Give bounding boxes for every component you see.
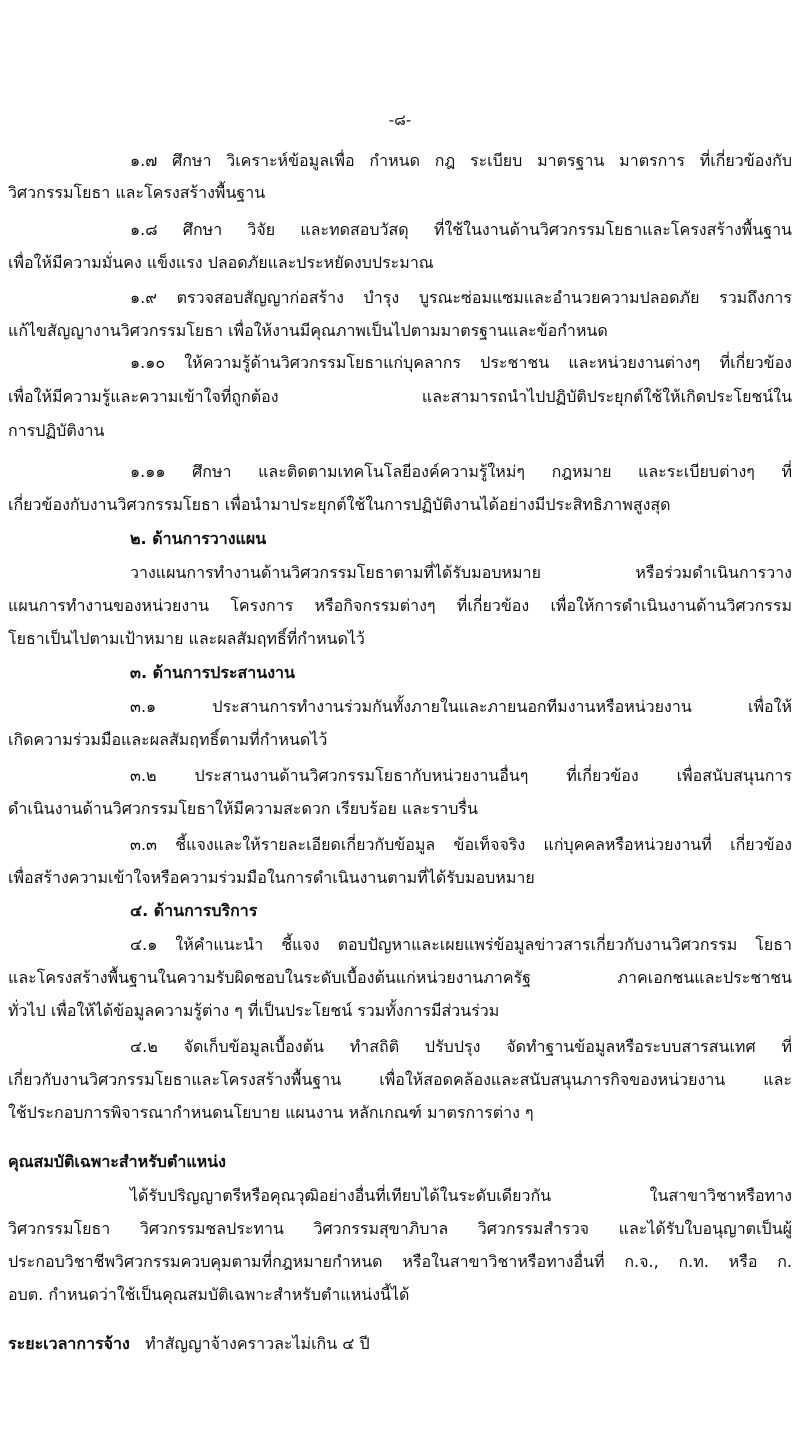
qualifications-heading: คุณสมบัติเฉพาะสำหรับตำแหน่ง: [8, 1152, 226, 1171]
item-1-10-line-3: การปฏิบัติงาน: [8, 421, 105, 440]
item-1-9-line-1: ๑.๙ ตรวจสอบสัญญาก่อสร้าง บำรุง บูรณะซ่อมแซมและอำนวยความปลอดภัย รวมถึงการ: [130, 288, 792, 307]
item-1-11-line-2: เกี่ยวข้องกับงานวิศวกรรมโยธา เพื่อนำมาประยุกต์ใช้ในการปฏิบัติงานได้อย่างมีประสิทธิภาพสูงสุด: [8, 495, 671, 514]
item-3-1-line-2: เกิดความร่วมมือและผลสัมฤทธิ์ตามที่กำหนดไว้: [8, 730, 328, 749]
section-2-heading: ๒. ด้านการวางแผน: [130, 529, 267, 548]
item-4-1-line-2: และโครงสร้างพื้นฐานในความรับผิดชอบในระดับเบื้องต้นแก่หน่วยงานภาครัฐ ภาคเอกชนและประชาชน: [8, 968, 792, 987]
section-3-heading: ๓. ด้านการประสานงาน: [130, 663, 295, 682]
qualifications-line-4: อบต. กำหนดว่าใช้เป็นคุณสมบัติเฉพาะสำหรับตำแหน่งนี้ได้: [8, 1285, 410, 1304]
section-4-heading: ๔. ด้านการบริการ: [130, 901, 258, 920]
qualifications-line-1: ได้รับปริญญาตรีหรือคุณวุฒิอย่างอื่นที่เทียบได้ในระดับเดียวกัน ในสาขาวิชาหรือทาง: [130, 1186, 792, 1205]
qualifications-line-2: วิศวกรรมโยธา วิศวกรรมชลประทาน วิศวกรรมสุขาภิบาล วิศวกรรมสำรวจ และได้รับใบอนุญาตเป็นผู้: [8, 1219, 792, 1238]
employment-term-text: ทำสัญญาจ้างคราวละไม่เกิน ๔ ปี: [145, 1334, 370, 1353]
item-4-2-line-2: เกี่ยวกับงานวิศวกรรมโยธาและโครงสร้างพื้นฐาน เพื่อให้สอดคล้องและสนับสนุนภารกิจของหน่วยงาน และ: [8, 1070, 792, 1089]
item-1-8-line-2: เพื่อให้มีความมั่นคง แข็งแรง ปลอดภัยและประหยัดงบประมาณ: [8, 253, 434, 272]
section-2-line-3: โยธาเป็นไปตามเป้าหมาย และผลสัมฤทธิ์ที่กำหนดไว้: [8, 629, 365, 648]
item-4-2-line-1: ๔.๒ จัดเก็บข้อมูลเบื้องต้น ทำสถิติ ปรับปรุง จัดทำฐานข้อมูลหรือระบบสารสนเทศ ที่: [130, 1037, 792, 1056]
item-1-10-line-2: เพื่อให้มีความรู้และความเข้าใจที่ถูกต้อง และสามารถนำไปปฏิบัติประยุกต์ใช้ให้เกิดประโยชน์ใน: [8, 387, 792, 406]
employment-term-label: ระยะเวลาการจ้าง: [8, 1334, 130, 1353]
item-1-7-line-1: ๑.๗ ศึกษา วิเคราะห์ข้อมูลเพื่อ กำหนด กฎ ระเบียบ มาตรฐาน มาตรการ ที่เกี่ยวข้องกับ: [130, 151, 792, 170]
item-4-2-line-3: ใช้ประกอบการพิจารณากำหนดนโยบาย แผนงาน หลักเกณฑ์ มาตรการต่าง ๆ: [8, 1103, 534, 1122]
item-1-10-line-1: ๑.๑๐ ให้ความรู้ด้านวิศวกรรมโยธาแก่บุคลากร ประชาชน และหน่วยงานต่างๆ ที่เกี่ยวข้อง: [130, 353, 792, 372]
item-3-1-line-1: ๓.๑ ประสานการทำงานร่วมกันทั้งภายในและภายนอกทีมงานหรือหน่วยงาน เพื่อให้: [130, 697, 792, 716]
qualifications-line-3: ประกอบวิชาชีพวิศวกรรมควบคุมตามที่กฎหมายกำหนด หรือในสาขาวิชาหรือทางอื่นที่ ก.จ., ก.ท. หรือ ก.: [8, 1252, 793, 1271]
section-2-line-1: วางแผนการทำงานด้านวิศวกรรมโยธาตามที่ได้รับมอบหมาย หรือร่วมดำเนินการวาง: [130, 563, 792, 582]
item-3-2-line-1: ๓.๒ ประสานงานด้านวิศวกรรมโยธากับหน่วยงานอื่นๆ ที่เกี่ยวข้อง เพื่อสนับสนุนการ: [130, 766, 792, 785]
item-4-1-line-3: ทั่วไป เพื่อให้ได้ข้อมูลความรู้ต่าง ๆ ที่เป็นประโยชน์ รวมทั้งการมีส่วนร่วม: [8, 1001, 500, 1020]
item-3-2-line-2: ดำเนินงานด้านวิศวกรรมโยธาให้มีความสะดวก เรียบร้อย และราบรื่น: [8, 799, 478, 818]
item-1-11-line-1: ๑.๑๑ ศึกษา และติดตามเทคโนโลยีองค์ความรู้ใหม่ๆ กฎหมาย และระเบียบต่างๆ ที่: [130, 462, 792, 481]
item-1-8-line-1: ๑.๘ ศึกษา วิจัย และทดสอบวัสดุ ที่ใช้ในงานด้านวิศวกรรมโยธาและโครงสร้างพื้นฐาน: [130, 220, 792, 239]
item-1-9-line-2: แก้ไขสัญญางานวิศวกรรมโยธา เพื่อให้งานมีคุณภาพเป็นไปตามมาตรฐานและข้อกำหนด: [8, 321, 608, 340]
item-3-3-line-1: ๓.๓ ชี้แจงและให้รายละเอียดเกี่ยวกับข้อมูล ข้อเท็จจริง แก่บุคคลหรือหน่วยงานที่ เกี่ยวข้อง: [130, 835, 792, 854]
item-4-1-line-1: ๔.๑ ให้คำแนะนำ ชี้แจง ตอบปัญหาและเผยแพร่ข้อมูลข่าวสารเกี่ยวกับงานวิศวกรรม โยธา: [130, 935, 792, 954]
page-number: -๘-: [388, 111, 412, 129]
section-2-line-2: แผนการทำงานของหน่วยงาน โครงการ หรือกิจกรรมต่างๆ ที่เกี่ยวข้อง เพื่อให้การดำเนินงานด้านวิศวกรรม: [8, 596, 792, 615]
item-1-7-line-2: วิศวกรรมโยธา และโครงสร้างพื้นฐาน: [8, 183, 266, 202]
employment-term: [8, 1333, 370, 1355]
item-3-3-line-2: เพื่อสร้างความเข้าใจหรือความร่วมมือในการดำเนินงานตามที่ได้รับมอบหมาย: [8, 868, 535, 887]
